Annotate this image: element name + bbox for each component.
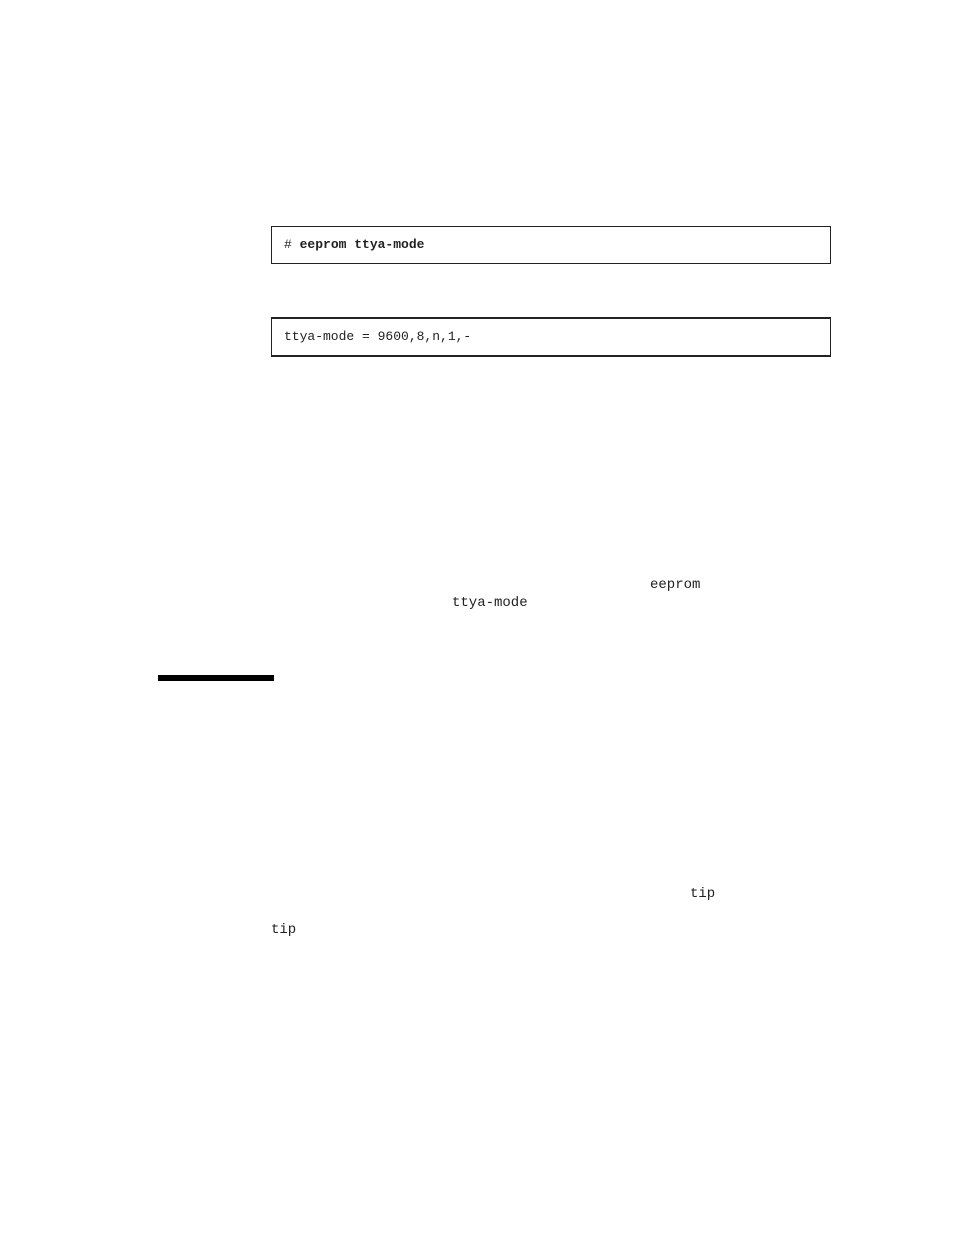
inline-code-tip: tip (690, 886, 716, 902)
inline-code-eeprom: eeprom (650, 577, 701, 593)
command-code-block (271, 226, 831, 264)
shell-prompt: # (284, 237, 300, 252)
inline-code-ttya-mode: ttya-mode (452, 595, 528, 611)
section-heading-rule (158, 675, 274, 681)
inline-code-tip-second: tip (271, 922, 297, 938)
output-code-block (271, 317, 831, 357)
output-line: ttya-mode = 9600,8,n,1,- (284, 329, 472, 344)
command-text: eeprom ttya-mode (299, 237, 425, 252)
command-line (284, 237, 424, 253)
